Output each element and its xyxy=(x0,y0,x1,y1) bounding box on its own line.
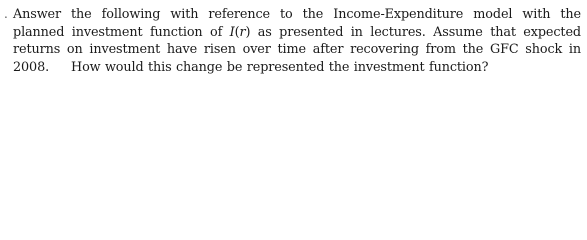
question-prompt: How would this change be represented the investment function? xyxy=(71,59,489,75)
math-open-paren: ( xyxy=(234,24,240,40)
list-marker: . xyxy=(4,7,8,21)
math-close-paren: ) xyxy=(245,24,251,40)
investment-function-symbol: I xyxy=(229,24,235,40)
question-line-4 xyxy=(13,59,581,77)
line-2-prefix: planned investment function of xyxy=(13,24,230,40)
question-text xyxy=(13,6,581,76)
question-line-1: Answer the following with reference to the Income-Expenditure model with the xyxy=(13,7,581,22)
year-text: 2008. xyxy=(13,59,50,75)
line-2-suffix: as presented in lectures. Assume that expected xyxy=(250,24,581,40)
interest-rate-symbol: r xyxy=(239,24,246,40)
question-line-3: returns on investment have risen over time after recovering from the GFC shock in xyxy=(13,42,581,58)
question-line-2 xyxy=(13,24,581,42)
